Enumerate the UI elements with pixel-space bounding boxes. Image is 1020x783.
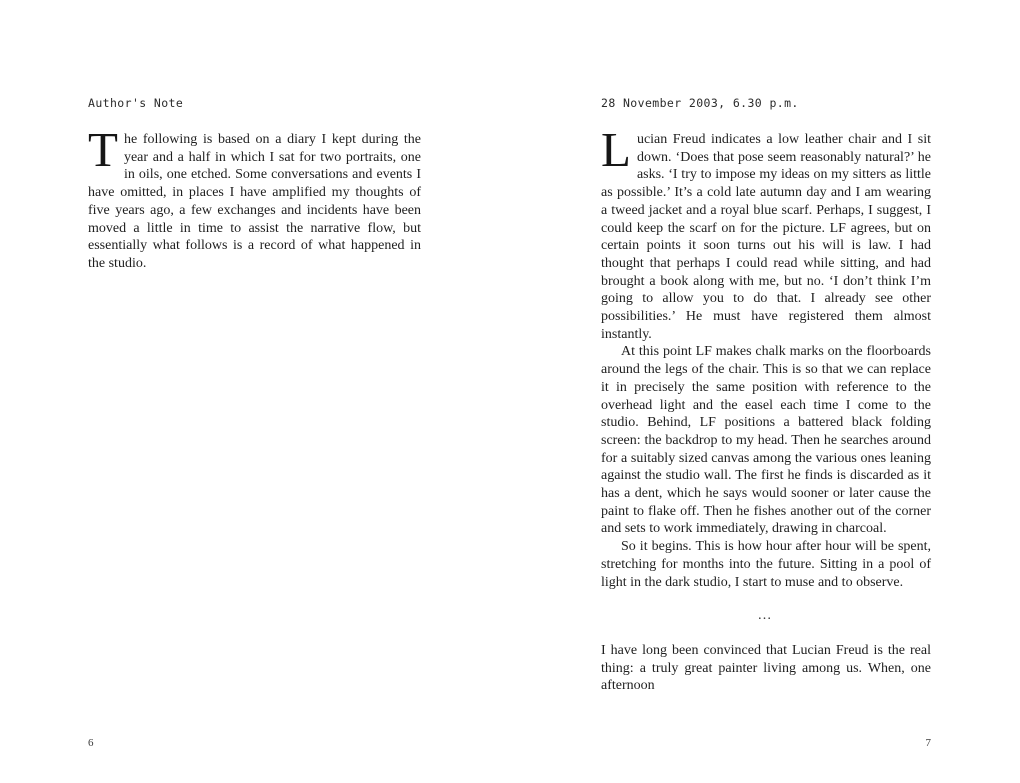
left-page-body xyxy=(88,122,421,273)
ellipsis-separator: … xyxy=(757,608,775,624)
right-paragraph-4: I have long been convinced that Lucian Freud is the real thing: a truly great painter living among us. When, one afternoon xyxy=(601,642,931,694)
right-paragraph-3: So it begins. This is how hour after hour will be spent, stretching for months into the future. Sitting in a pool of light in the dark studio, I start to muse and to observe. xyxy=(601,539,931,590)
right-paragraph-1-text: ucian Freud indicates a low leather chair and I sit down. ‘Does that pose seem reasonably natural?’ he asks. ‘I try to impose my ideas on my sitters as little as possible.’ It’s a cold late autumn day and I am wearing a tweed jacket and a royal blue scarf. Perhaps, I suggest, I could keep the scarf on for the picture. LF agrees, but on certain points it soon turns out his will is law. I had thought that perhaps I could read while sitting, and had brought a book along with me, but no. ‘I don’t think I’m going to allow you to do that. I already see other possibilities.’ He must have registered them almost instantly. xyxy=(601,132,931,342)
right-paragraph-1 xyxy=(601,122,931,343)
left-page-number: 6 xyxy=(88,737,94,749)
right-page-body xyxy=(601,122,931,695)
right-page xyxy=(601,96,931,695)
left-page xyxy=(88,96,421,273)
drop-cap-l: L xyxy=(601,122,631,177)
left-page-paragraph xyxy=(88,122,421,273)
left-page-heading: Author's Note xyxy=(88,96,184,110)
right-page-number: 7 xyxy=(925,737,931,749)
left-paragraph-text: he following is based on a diary I kept during the year and a half in which I sat for two portraits, one in oils, one etched. Some conversations and events I have omitted, in places I have amplified my thoughts of five years ago, a few exchanges and incidents have been moved a little in time to assist the narrative flow, but essentially what follows is a record of what happened in the studio. xyxy=(88,132,421,271)
right-page-heading: 28 November 2003, 6.30 p.m. xyxy=(601,96,799,110)
drop-cap-t: T xyxy=(88,122,118,177)
right-paragraph-2: At this point LF makes chalk marks on the floorboards around the legs of the chair. This is so that we can replace it in precisely the same position with reference to the overhead light and the easel each time I come to the studio. Behind, LF positions a battered black folding screen: the backdrop to my head. Then he searches around for a suitably sized canvas among the various ones leaning against the studio wall. The first he finds is discarded as it has a dent, which he says would sooner or later cause the paint to flake off. Then he fishes another out of the corner and sets to work immediately, drawing in charcoal. xyxy=(601,344,931,537)
